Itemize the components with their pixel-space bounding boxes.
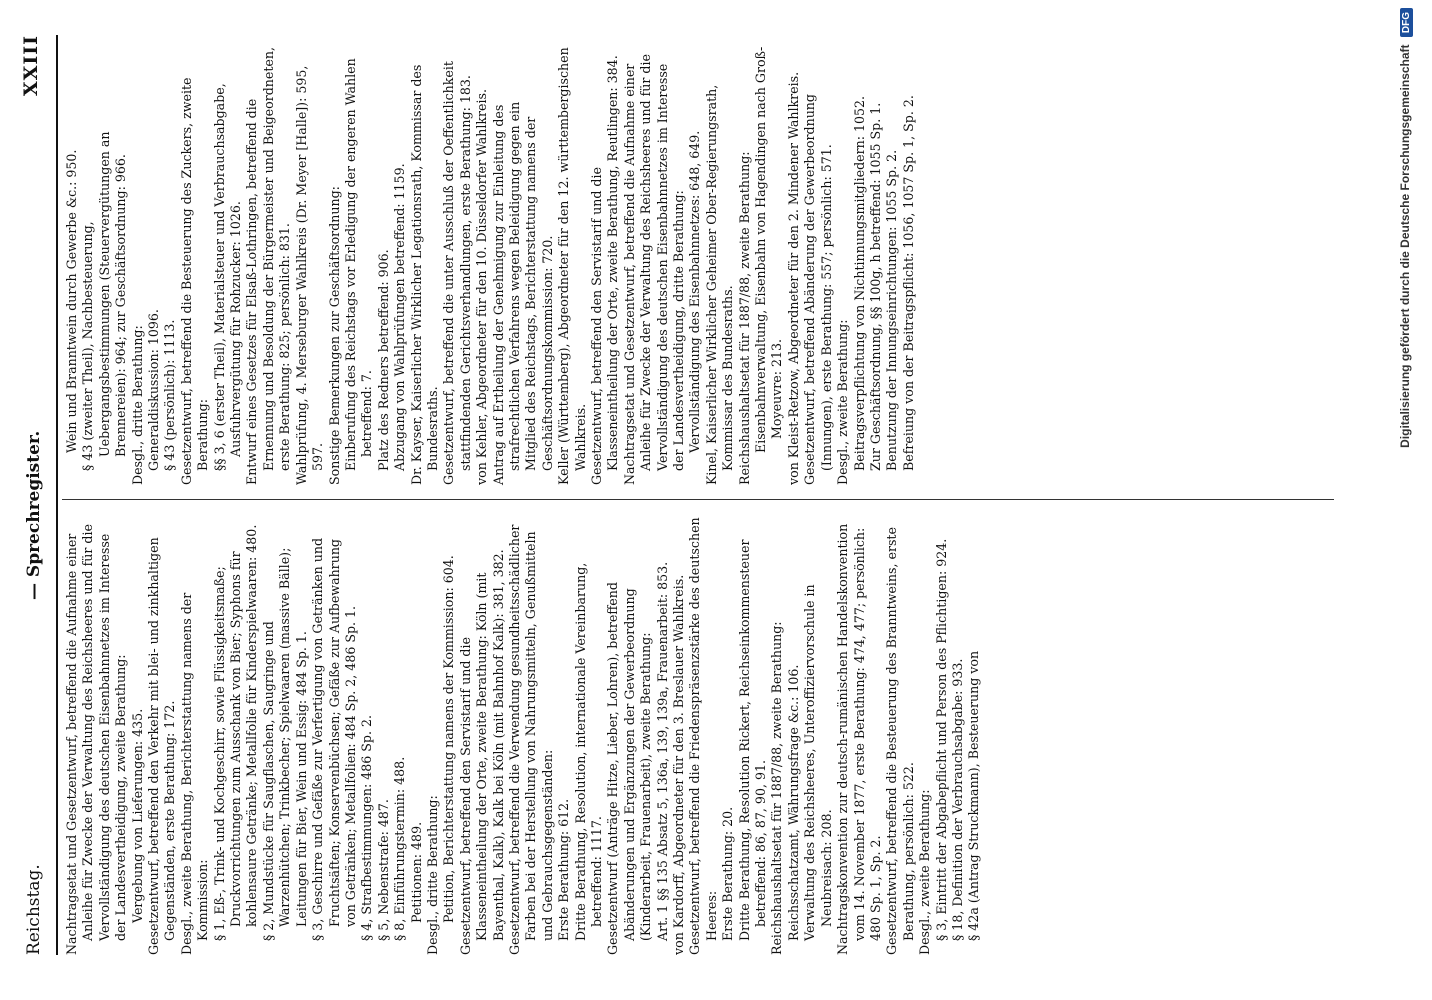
register-entry: § 43 (zweiter Theil), Nachbesteuerung, Uebergangsbestimmungen (Steuervergütungen an Brennereien): 964; zur Geschäftsordnung: 966. — [80, 131, 129, 471]
register-entry: Gesetzentwurf (Anträge Hitze, Lieber, Lohren), betreffend Abänderungen und Ergänzungen der Gewerbeordnung (Kinderarbeit, Frauenarbeit), zweite Berathung: — [605, 582, 654, 955]
register-entry: § 5, Nebenstrafe: 487. — [375, 799, 391, 941]
register-entry: § 43 (persönlich): 1113. — [162, 319, 178, 471]
register-entry: Vervollständigung des Eisenbahnnetzes: 648, 649. — [687, 130, 703, 453]
page-number: XXIII — [20, 35, 42, 97]
register-entry: Verwaltung des Reichsheeres, Unteroffiziervorschule in Neubreisach: 208. — [802, 584, 834, 941]
speaker-entry: Keller (Württemberg), Abgeordneter für den 12. württembergischen Wahlkreis. — [556, 47, 588, 485]
speaker-entry: von Kehler, Abgeordneter für den 10. Düsseldorfer Wahlkreis. — [474, 89, 490, 485]
register-entry: Gesetzentwurf, betreffend die Besteuerung des Branntweins, erste Berathung, persönlich: 522. — [884, 527, 916, 955]
register-entry: Erste Berathung: 612. — [556, 798, 572, 941]
footer-credit: Digitalisierung gefördert durch die Deutsche Forschungsgemeinschaft — [1398, 44, 1412, 448]
register-entry: Reichsschatzamt, Währungsfrage &c.: 106. — [785, 664, 801, 941]
dfg-logo-badge: DFG — [1400, 8, 1413, 37]
register-entry: Gesetzentwurf, betreffend Abänderung der Gewerbeordnung (Innungen), erste Berathung: 557; persönlich: 571. — [802, 94, 834, 485]
register-entry: § 42a (Antrag Struckmann), Besteuerung von — [966, 650, 982, 941]
column-divider — [62, 499, 1334, 500]
register-entry: Erste Berathung: 20. — [720, 806, 736, 941]
register-entry: Gesetzentwurf, betreffend die Verwendung gesundheitsschädlicher Farben bei der Herstellung von Nahrungsmitteln, Genußmitteln und Gebrauchsgegenständen: — [506, 524, 555, 955]
left-column — [64, 515, 983, 955]
register-entry: Generaldiskussion: 1096. — [146, 309, 162, 471]
register-entry: Desgl., dritte Berathung: — [424, 795, 440, 955]
register-entry: Desgl., zweite Berathung, Berichterstattung namens der Kommission: — [178, 592, 211, 955]
register-entry: Gesetzentwurf, betreffend den Servistarif und die Klasseneintheilung der Orte, zweite Berathung, Reutlingen: 384. — [589, 55, 621, 485]
register-entry: Nachtragskonvention zur deutsch-rumänischen Handelskonvention vom 14. November 1877, erste Berathung: 474, 477; persönlich: 480 Sp. 1, Sp. 2. — [835, 523, 883, 955]
register-entry: Nachtragsetat und Gesetzentwurf, betreffend die Aufnahme einer Anleihe für Zwecke der Verwaltung des Reichsheeres und für die Vervollständigung des deutschen Eisenbahnnetzes im Interesse der Landesvertheidigung, zweite Berathung: — [64, 524, 129, 955]
header-center: — Sprechregister. — [24, 430, 44, 600]
register-entry: Gesetzentwurf, betreffend die Friedenspräsenzstärke des deutschen Heeres: — [687, 517, 719, 955]
register-entry: Zur Geschäftsordnung, §§ 100g, h betreffend: 1055 Sp. 1. — [867, 102, 883, 471]
register-entry: Gesetzentwurf, betreffend die unter Ausschluß der Oeffentlichkeit stattfindenden Gerichtsverhandlungen, erste Berathung: 183. — [441, 61, 473, 485]
digitization-footer — [1344, 8, 1424, 850]
speaker-entry: Dr. Kayser, Kaiserlicher Wirklicher Legationsrath, Kommissar des Bundesraths. — [408, 64, 440, 485]
header-rule — [56, 35, 58, 955]
register-entry: Gesetzentwurf, betreffend die Besteuerung des Zuckers, zweite Berathung: — [178, 77, 211, 485]
register-entry: Desgl., zweite Berathung: — [917, 789, 933, 955]
register-entry: Art. 1 §§ 135 Absatz 5, 136a, 139, 139a, Frauenarbeit: 853. — [654, 561, 670, 941]
header-left: Reichstag. — [24, 864, 44, 955]
register-entry: § 1, Eß-, Trink- und Kochgeschirr, sowie Flüssigkeitsmaße; Druckvorrichtungen zum Ausschank von Bier; Syphons für kohlensaure Getränke; Metallfolie für Kinderspielwaaren: 480. — [211, 524, 260, 941]
register-entry: Eisenbahnverwaltung, Eisenbahn von Hagendingen nach Groß-Moyeuvre: 213. — [753, 46, 785, 453]
register-entry: Befreiung von der Beitragspflicht: 1056, 1057 Sp. 1, Sp. 2. — [900, 95, 916, 471]
register-entry: Petition, Berichterstattung namens der Kommission: 604. — [441, 555, 457, 923]
register-entry: § 8, Einführungstermin: 488. — [392, 756, 408, 941]
register-entry: Petitionen: 489. — [408, 821, 424, 923]
register-entry: Wein und Branntwein durch Gewerbe &c.: 950. — [64, 149, 79, 453]
register-entry: Gesetzentwurf, betreffend den Verkehr mit blei- und zinkhaltigen Gegenständen, erste Berathung: 172. — [146, 537, 178, 955]
register-entry: Einberufung des Reichstags vor Erledigung der engeren Wahlen betreffend: 7. — [342, 58, 375, 471]
register-entry: Gesetzentwurf, betreffend den Servistarif und die Klasseneintheilung der Orte, zweite Berathung: Köln (mit Bayenthal, Kalk), Kalk bei Köln (mit Bahnhof Kalk): 381, 382. — [457, 549, 506, 955]
register-entry: Entwurf eines Gesetzes für Elsaß-Lothringen, betreffend die Ernennung und Besoldung der Bürgermeister und Beigeordneten, erste Berathung: 825; persönlich: 831. — [244, 47, 293, 485]
register-entry: § 3, Eintritt der Abgabepflicht und Person des Pflichtigen: 924. — [933, 538, 949, 941]
right-column — [64, 45, 917, 485]
register-entry: Reichshaushaltsetat für 1887/88, zweite Berathung: — [769, 621, 785, 955]
register-entry: § 4, Strafbestimmungen: 486 Sp. 2. — [359, 715, 375, 941]
register-entry: Dritte Berathung, Resolution Rickert, Reichseinkommensteuer betreffend: 86, 87, 90, 91. — [736, 539, 769, 941]
register-entry: Desgl., dritte Berathung: — [129, 325, 145, 485]
register-entry: Sonstige Bemerkungen zur Geschäftsordnung: — [326, 186, 342, 485]
register-entry: Dritte Berathung, Resolution, internationale Vereinbarung, betreffend: 1117. — [572, 562, 604, 941]
register-entry: Wahlprüfung, 4. Merseburger Wahlkreis (Dr. Meyer [Halle]): 595, 597. — [293, 65, 326, 485]
register-entry: Vergebung von Lieferungen: 435. — [129, 708, 145, 923]
register-entry: Benutzung der Innungseinrichtungen: 1055 Sp. 2. — [884, 149, 900, 471]
register-entry: Platz des Redners betreffend: 906. — [375, 249, 391, 471]
speaker-entry: Kinel, Kaiserlicher Wirklicher Geheimer Ober-Regierungsrath, Kommissar des Bundesraths. — [703, 84, 736, 485]
speaker-entry: von Kardorff, Abgeordneter für den 3. Breslauer Wahlkreis. — [671, 574, 687, 955]
register-entry: Antrag auf Ertheilung der Genehmigung zur Einleitung des strafrechtlichen Verfahrens wegen Beleidigung gegen ein Mitglied des Reichstags, Berichterstattung namens der Geschäftsordnungskommission: 720. — [490, 101, 555, 485]
page-header — [20, 35, 54, 955]
register-entry: Abzugang von Wahlprüfungen betreffend: 1159. — [392, 163, 408, 471]
register-entry: Reichshaushaltsetat für 1887/88, zweite Berathung: — [736, 151, 752, 485]
register-entry: §§ 3, 6 (erster Theil), Materialsteuer und Verbrauchsabgabe, Ausfuhrvergütung für Rohzucker: 1026. — [211, 83, 244, 471]
register-entry: Beitragsverpflichtung von Nichtinnungsmitgliedern: 1052. — [851, 95, 867, 471]
register-entry: § 18, Definition der Verbrauchsabgabe: 933. — [949, 658, 965, 941]
register-entry: § 3, Geschirre und Gefäße zur Verfertigung von Getränken und Fruchtsäften; Konservenbüchsen; Gefäße zur Aufbewahrung von Getränken; Metallfolien: 484 Sp. 2, 486 Sp. 1. — [310, 537, 358, 941]
register-entry: § 2, Mundstücke für Saugflaschen, Saugringe und Warzenhütchen; Trinkbecher; Spielwaaren (massive Bälle); Leitungen für Bier, Wein und Essig: 484 Sp. 1. — [260, 547, 309, 941]
register-entry: Desgl., zweite Berathung: — [835, 319, 851, 485]
register-entry: Nachtragsetat und Gesetzentwurf, betreffend die Aufnahme einer Anleihe für Zwecke der Verwaltung des Reichsheeres und für die Vervollständigung des deutschen Eisenbahnnetzes im Interesse der Landesvertheidigung, dritte Berathung: — [621, 54, 687, 485]
speaker-entry: von Kleist-Retzow, Abgeordneter für den 2. Mindener Wahlkreis. — [785, 71, 801, 485]
